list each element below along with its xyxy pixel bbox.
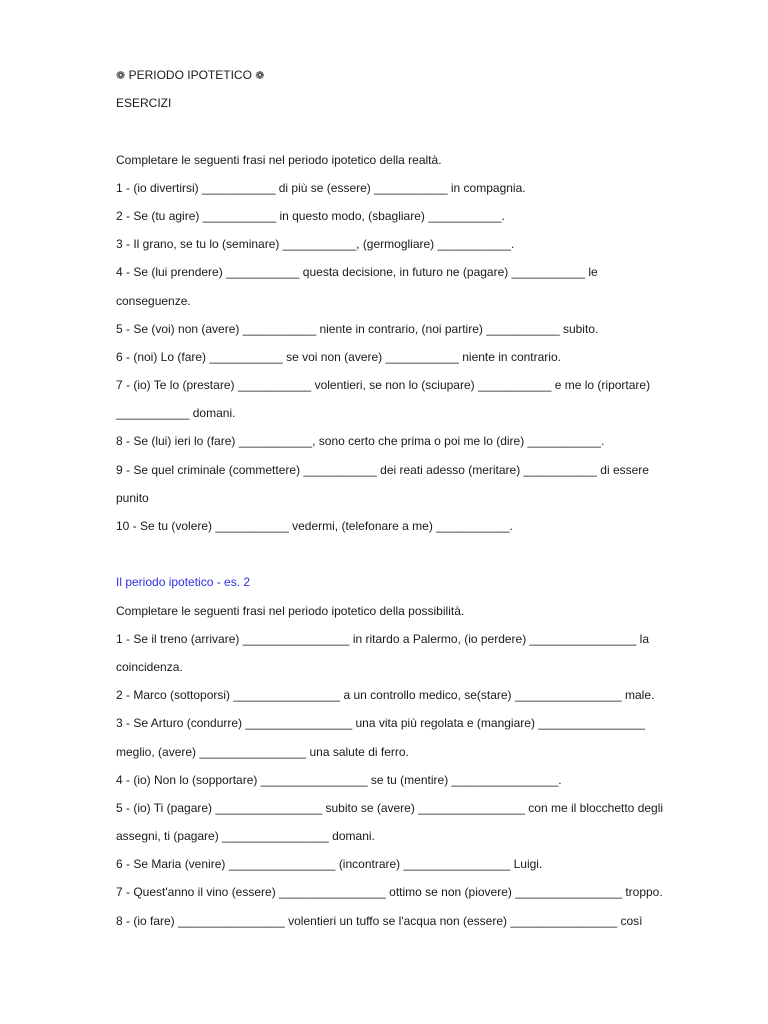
exercise-line: ___________ domani. [116,406,236,421]
exercise-line: 6 - (noi) Lo (fare) ___________ se voi non (avere) ___________ niente in contrario. [116,349,561,364]
exercise-line: 6 - Se Maria (venire) ________________ (incontrare) ________________ Luigi. [116,857,543,872]
exercise-line: 3 - Il grano, se tu lo (seminare) ___________, (germogliare) ___________. [116,237,515,252]
exercise-line: 4 - Se (lui prendere) ___________ questa decisione, in futuro ne (pagare) ___________ le [116,265,598,280]
exercise-instruction: Completare le seguenti frasi nel periodo ipotetico della possibilità. [116,603,465,618]
exercise-instruction: Completare le seguenti frasi nel periodo ipotetico della realtà. [116,152,442,167]
exercise-line: 8 - (io fare) ________________ volentieri un tuffo se l'acqua non (essere) ________________ così [116,913,643,928]
exercise-line: 5 - (io) Ti (pagare) ________________ subito se (avere) ________________ con me il blocchetto degli [116,800,664,815]
exercise-line: assegni, ti (pagare) ________________ domani. [116,829,375,844]
title-text: PERIODO IPOTETICO [128,68,252,82]
exercise-line: 1 - Se il treno (arrivare) ________________ in ritardo a Palermo, (io perdere) ________________ la [116,631,650,646]
spacer [116,124,676,152]
exercise-line: 9 - Se quel criminale (commettere) ___________ dei reati adesso (meritare) ___________ di essere [116,462,649,477]
spacer [116,547,676,575]
exercise-section-1 [116,153,676,548]
exercise-line: 3 - Se Arturo (condurre) ________________ una vita più regolata e (mangiare) ________________ [116,716,646,731]
exercise-line: 5 - Se (voi) non (avere) ___________ niente in contrario, (noi partire) ___________ subito. [116,321,599,336]
exercise-line: 4 - (io) Non lo (sopportare) ________________ se tu (mentire) ________________. [116,772,562,787]
page-title [116,68,676,96]
flower-icon: ❁ [116,70,126,82]
page-subtitle: ESERCIZI [116,96,172,111]
exercise-line: 10 - Se tu (volere) ___________ vedermi, (telefonare a me) ___________. [116,519,513,533]
exercise-line: conseguenze. [116,293,191,308]
exercise-line: 2 - Marco (sottoporsi) ________________ a un controllo medico, se(stare) ________________ male. [116,688,655,703]
exercise-section-2 [116,575,676,941]
exercise-line: coincidenza. [116,659,183,674]
exercise-line: punito [116,490,149,505]
exercise-line: 8 - Se (lui) ieri lo (fare) ___________, sono certo che prima o poi me lo (dire) ___________. [116,434,605,449]
document-page [116,68,676,942]
exercise-line: 7 - (io) Te lo (prestare) ___________ volentieri, se non lo (sciupare) ___________ e me lo (riportare) [116,378,651,393]
flower-icon: ❁ [255,70,265,82]
exercise-line: meglio, (avere) ________________ una salute di ferro. [116,744,409,759]
exercise-line: 7 - Quest'anno il vino (essere) ________________ ottimo se non (piovere) ________________ troppo. [116,885,663,900]
exercise-line: 2 - Se (tu agire) ___________ in questo modo, (sbagliare) ___________. [116,208,505,223]
exercise-line: 1 - (io divertirsi) ___________ di più se (essere) ___________ in compagnia. [116,180,526,195]
section-heading-link[interactable]: Il periodo ipotetico - es. 2 [116,575,251,590]
